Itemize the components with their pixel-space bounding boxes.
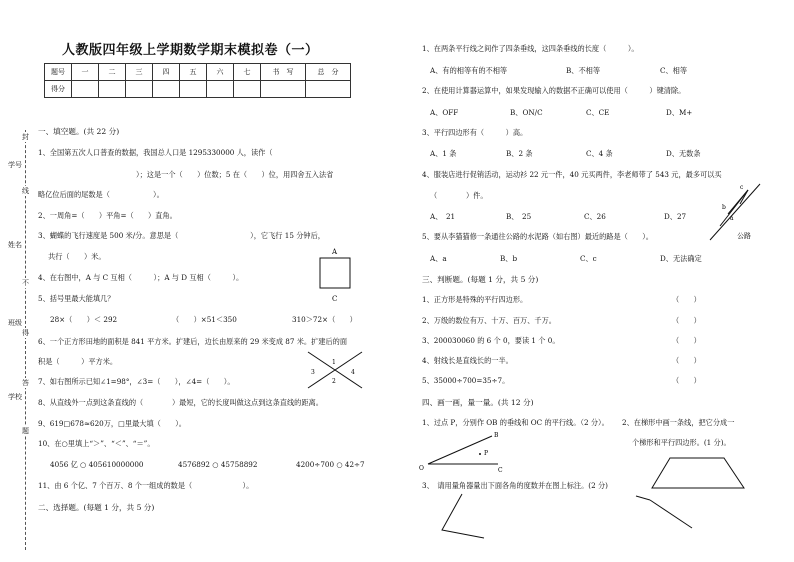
label-p: P <box>484 450 489 457</box>
label-b: B <box>494 432 499 439</box>
question-3-line-2: 共行（ ）米。 <box>48 252 106 261</box>
choice-2: 2、在使用计算器运算中，如果发现输入的数据不正确可以使用（ ）键清除。 <box>422 86 686 95</box>
question-3-line-1: 3、蝴蝶的飞行速度是 500 米/分。意思是（ ），它飞行 15 分钟后， <box>38 231 325 240</box>
question-10a: 4056 亿 ○ 405610000000 <box>50 460 144 469</box>
draw-question-1: 1、过点 P，分别作 OB 的垂线和 OC 的平行线。（2 分）。 <box>422 418 609 427</box>
choice-2-option-b[interactable]: B、ON/C <box>510 108 543 117</box>
score-table <box>44 63 351 98</box>
judge-4: 4、射线长是直线长的一半。 <box>422 356 513 365</box>
score-input-cell[interactable] <box>126 81 153 98</box>
score-input-cell[interactable] <box>234 81 261 98</box>
ray-ob <box>428 436 492 464</box>
question-5a: 28×（ ）＜ 292 <box>50 315 118 324</box>
square-label-bottom: C <box>332 295 338 303</box>
choice-5-option-c[interactable]: C、c <box>580 254 597 263</box>
score-header-cell: 五 <box>180 64 207 81</box>
choice-4-line-2: （ ）件。 <box>430 191 488 200</box>
point-p <box>479 453 481 455</box>
name-label: 姓名 <box>8 241 22 249</box>
choice-5-option-a[interactable]: A、a <box>430 254 447 263</box>
angle-1-shape <box>442 494 484 538</box>
angle-label: 2 <box>332 378 336 385</box>
choice-1: 1、在两条平行线之间作了四条垂线，这四条垂线的长度（ ）。 <box>422 44 639 53</box>
score-input-cell[interactable] <box>72 81 99 98</box>
square-label-top: A <box>332 248 338 256</box>
choice-1-option-a[interactable]: A、有的相等有的不相等 <box>430 66 508 75</box>
angle-label: 3 <box>311 369 315 376</box>
angles-to-measure-figure <box>440 492 700 542</box>
school-label: 学校 <box>8 393 22 401</box>
choice-3: 3、平行四边形有（ ）高。 <box>422 128 528 137</box>
square-figure <box>312 246 358 304</box>
choice-2-option-c[interactable]: C、CE <box>586 108 610 117</box>
choice-3-option-c[interactable]: C、4 条 <box>586 149 613 158</box>
road-figure <box>700 182 784 262</box>
road-label: 公路 <box>737 232 751 240</box>
score-header-cell: 四 <box>153 64 180 81</box>
page-title: 人教版四年级上学期数学期末模拟卷（一） <box>62 43 319 58</box>
choice-4-option-a[interactable]: A、 21 <box>430 212 456 221</box>
judge-2: 2、万级的数位有万、十万、百万、千万。 <box>422 316 556 325</box>
intersecting-lines-figure <box>306 350 364 390</box>
seal-char: 线 <box>22 187 29 195</box>
seal-char: 封 <box>22 133 29 141</box>
score-header-cell: 七 <box>234 64 261 81</box>
judge-2-answer[interactable]: （ ） <box>672 316 701 325</box>
question-1-line-2: ）；这是一个（ ）位数；5 在（ ）位，用四舍五入法省 <box>136 170 334 179</box>
choice-5-option-d[interactable]: D、无法确定 <box>660 254 702 263</box>
angle-label: 1 <box>332 359 336 366</box>
trapezoid-shape <box>652 458 744 488</box>
trapezoid-figure <box>648 452 748 492</box>
question-5b: （ ）×51＜350 <box>172 315 237 324</box>
choice-4-line-1: 4、服装店进行促销活动，运动衫 22 元一件，40 元买两件，李老师带了 543 元，最多可以买 <box>422 170 722 179</box>
score-header-cell: 总 分 <box>306 64 351 81</box>
path-label-a: a <box>730 215 734 222</box>
question-8: 8、从直线外一点到这条直线的（ ）最短，它的长度叫做这点到这条直线的距离。 <box>38 398 323 407</box>
angle-label: 4 <box>351 369 355 376</box>
question-10b: 4576892 ○ 45758892 <box>178 460 258 469</box>
choice-4-option-c[interactable]: C、26 <box>584 212 606 221</box>
question-5: 5、括号里最大能填几？ <box>38 294 115 303</box>
choice-4-option-d[interactable]: D、27 <box>664 212 687 221</box>
seal-char: 答 <box>22 379 29 387</box>
choice-1-option-c[interactable]: C、相等 <box>660 66 688 75</box>
question-2: 2、一周角=（ ）平角=（ ）直角。 <box>38 211 177 220</box>
question-10c: 4200÷700 ○ 42÷7 <box>296 460 365 469</box>
label-c: C <box>498 467 503 474</box>
path-b <box>728 190 748 214</box>
choice-3-option-b[interactable]: B、2 条 <box>506 149 533 158</box>
section-fill-in-heading: 一、填空题。(共 22 分) <box>38 127 120 136</box>
score-header-cell: 书 写 <box>261 64 306 81</box>
score-table-score-row <box>45 81 351 98</box>
judge-1: 1、正方形是特殊的平行四边形。 <box>422 295 528 304</box>
choice-3-option-d[interactable]: D、无数条 <box>666 149 701 158</box>
draw-question-3: 3、 请用量角器量出下面各角的度数并在图上标注。(2 分) <box>422 481 608 490</box>
choice-5: 5、要从李猫猫修一条通往公路的水泥路（如右图）最近的路是（ ）。 <box>422 232 653 241</box>
section-judge-heading: 三、判断题。(每题 1 分，共 5 分) <box>422 275 539 284</box>
score-input-cell[interactable] <box>261 81 306 98</box>
section-choice-heading: 二、选择题。(每题 1 分，共 5 分) <box>38 503 155 512</box>
score-header-cell: 二 <box>99 64 126 81</box>
angle-p-figure <box>418 430 508 474</box>
score-input-cell[interactable] <box>180 81 207 98</box>
choice-2-option-a[interactable]: A、OFF <box>430 108 459 117</box>
score-header-cell: 一 <box>72 64 99 81</box>
score-input-cell[interactable] <box>306 81 351 98</box>
question-1-line-1: 1、全国第五次人口普查的数据，我国总人口是 1295330000 人，读作（ <box>38 148 273 157</box>
question-10: 10、在○里填上“＞”、“＜”、“＝”。 <box>38 439 155 448</box>
class-label: 班级 <box>8 319 22 327</box>
score-table-header-row <box>45 64 351 81</box>
score-header-cell: 题号 <box>45 64 72 81</box>
judge-5-answer[interactable]: （ ） <box>672 376 701 385</box>
angle-2-ray-1 <box>650 500 692 528</box>
question-7: 7、如右图所示已知∠1=98°，∠3=（ ），∠4=（ ）。 <box>38 377 235 386</box>
question-6-line-1: 6、一个正方形田地的面积是 841 平方米。扩建后，边长由原来的 29 米变成 87 米。扩建后的面 <box>38 337 348 346</box>
choice-5-option-b[interactable]: B、b <box>500 254 518 263</box>
question-1-line-3: 略亿位后面的尾数是（ ）。 <box>38 190 164 199</box>
choice-1-option-b[interactable]: B、不相等 <box>566 66 601 75</box>
choice-3-option-a[interactable]: A、1 条 <box>430 149 457 158</box>
path-label-c: c <box>740 184 744 191</box>
score-input-cell[interactable] <box>99 81 126 98</box>
seal-char: 不 <box>22 279 29 287</box>
judge-3: 3、200030060 的 6 个 0，要读 1 个 0。 <box>422 336 560 345</box>
judge-3-answer[interactable]: （ ） <box>672 336 701 345</box>
student-id-label: 学号 <box>8 161 22 169</box>
section-draw-heading: 四、画一画，量一量。(共 12 分) <box>422 398 534 407</box>
square-shape <box>320 258 350 288</box>
question-4: 4、在右图中，A 与 C 互相（ ）；A 与 D 互相（ ）。 <box>38 273 244 282</box>
question-6-line-2: 积是（ ）平方米。 <box>38 357 118 366</box>
question-5c: 310＞72×（ ） <box>292 315 357 324</box>
judge-4-answer[interactable]: （ ） <box>672 356 701 365</box>
score-header-cell: 三 <box>126 64 153 81</box>
seal-char: 得 <box>22 329 29 337</box>
question-9: 9、619□678≈620万，□里最大填（ ）。 <box>38 419 186 428</box>
angle-2-ray-2 <box>636 496 650 500</box>
draw-question-2-line-2: 个梯形和平行四边形。(1 分)。 <box>632 438 731 447</box>
score-header-cell: 六 <box>207 64 234 81</box>
judge-1-answer[interactable]: （ ） <box>672 295 701 304</box>
seal-char: 题 <box>22 427 29 435</box>
score-input-cell[interactable] <box>207 81 234 98</box>
choice-2-option-d[interactable]: D、M+ <box>666 108 693 117</box>
choice-4-option-b[interactable]: B、 25 <box>506 212 532 221</box>
road-line <box>710 184 760 240</box>
path-label-b: b <box>722 204 726 211</box>
score-input-cell[interactable] <box>153 81 180 98</box>
draw-question-2-line-1: 2、在梯形中画一条线，把它分成一 <box>622 418 735 427</box>
label-o: O <box>419 465 424 472</box>
question-11: 11、由 6 个亿、7 个百万、8 个一组成的数是（ ）。 <box>38 481 254 490</box>
score-row-label: 得分 <box>45 81 72 98</box>
judge-5: 5、35000÷700=35÷7。 <box>422 376 510 385</box>
